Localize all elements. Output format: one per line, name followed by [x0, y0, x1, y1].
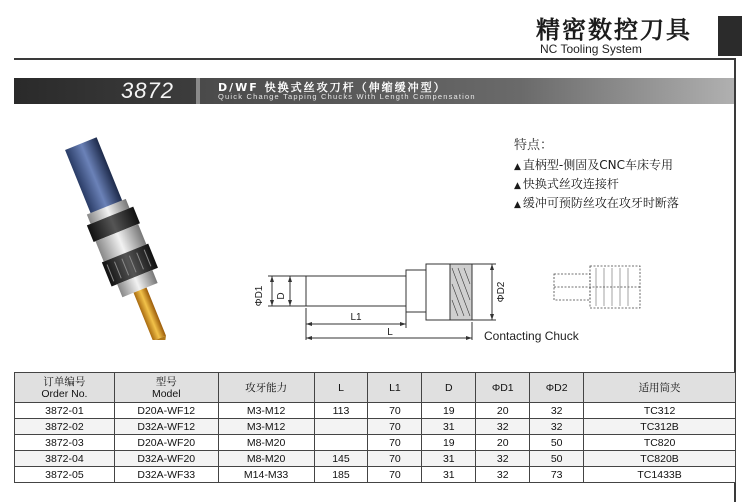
- contacting-chuck-label: Contacting Chuck: [484, 329, 579, 343]
- product-title-cn: D/WF 快换式丝攻刀杆（伸缩缓冲型）: [218, 81, 447, 94]
- model-number-box: [14, 78, 200, 104]
- dim-label-l1: L1: [350, 312, 362, 323]
- triangle-bullet-icon: ▲: [514, 181, 521, 191]
- triangle-bullet-icon: ▲: [514, 162, 521, 172]
- header-d2: ΦD2: [530, 373, 584, 403]
- brand-title-cn: 精密数控刀具: [536, 16, 692, 44]
- table-row: 3872-04 D32A-WF20 M8-M20 145 70 31 32 50 TC820B: [15, 451, 736, 467]
- table-header-row: [15, 373, 736, 403]
- spec-table: [14, 372, 736, 483]
- dim-label-d1: ΦD1: [254, 285, 265, 307]
- header-l: L: [314, 373, 368, 403]
- header-collet: 适用筒夹: [584, 373, 736, 403]
- product-title-en: Quick Change Tapping Chucks With Length Compensation: [218, 92, 476, 101]
- header-d: D: [422, 373, 476, 403]
- model-number: 3872: [121, 78, 174, 103]
- table-row: 3872-01 D20A-WF12 M3-M12 113 70 19 20 32 TC312: [15, 403, 736, 419]
- table-row: 3872-02 D32A-WF12 M3-M12 70 31 32 32 TC312B: [15, 419, 736, 435]
- features-list: [514, 134, 679, 214]
- header-model: 型号 Model: [114, 373, 218, 403]
- header-d1: ΦD1: [476, 373, 530, 403]
- table-row: 3872-03 D20A-WF20 M8-M20 70 19 20 50 TC820: [15, 435, 736, 451]
- dim-label-l: L: [387, 327, 393, 338]
- header-l1: L1: [368, 373, 422, 403]
- table-row: 3872-05 D32A-WF33 M14-M33 185 70 31 32 73 TC1433B: [15, 467, 736, 483]
- contacting-chuck-sketch: [546, 262, 646, 312]
- dim-label-d2: ΦD2: [496, 281, 507, 303]
- header-tapping-capacity: 攻牙能力: [218, 373, 314, 403]
- dim-label-d: D: [276, 292, 287, 300]
- brand-title-en: NC Tooling System: [540, 42, 642, 56]
- product-title-band: [14, 78, 734, 104]
- header-rule: [14, 58, 734, 60]
- product-title: [200, 78, 734, 104]
- triangle-bullet-icon: ▲: [514, 200, 521, 210]
- features-heading: 特点：: [514, 138, 554, 153]
- feature-item: ▲ 缓冲可预防丝攻在攻牙时断落: [514, 196, 679, 210]
- brand-accent-bar: [718, 16, 742, 56]
- dimension-drawing: [240, 256, 590, 352]
- header-order-no: 订单编号 Order No.: [15, 373, 115, 403]
- feature-item: ▲ 快换式丝攻连接杆: [514, 177, 619, 191]
- tool-photo: [40, 130, 230, 340]
- feature-item: ▲ 直柄型-侧固及CNC车床专用: [514, 158, 673, 172]
